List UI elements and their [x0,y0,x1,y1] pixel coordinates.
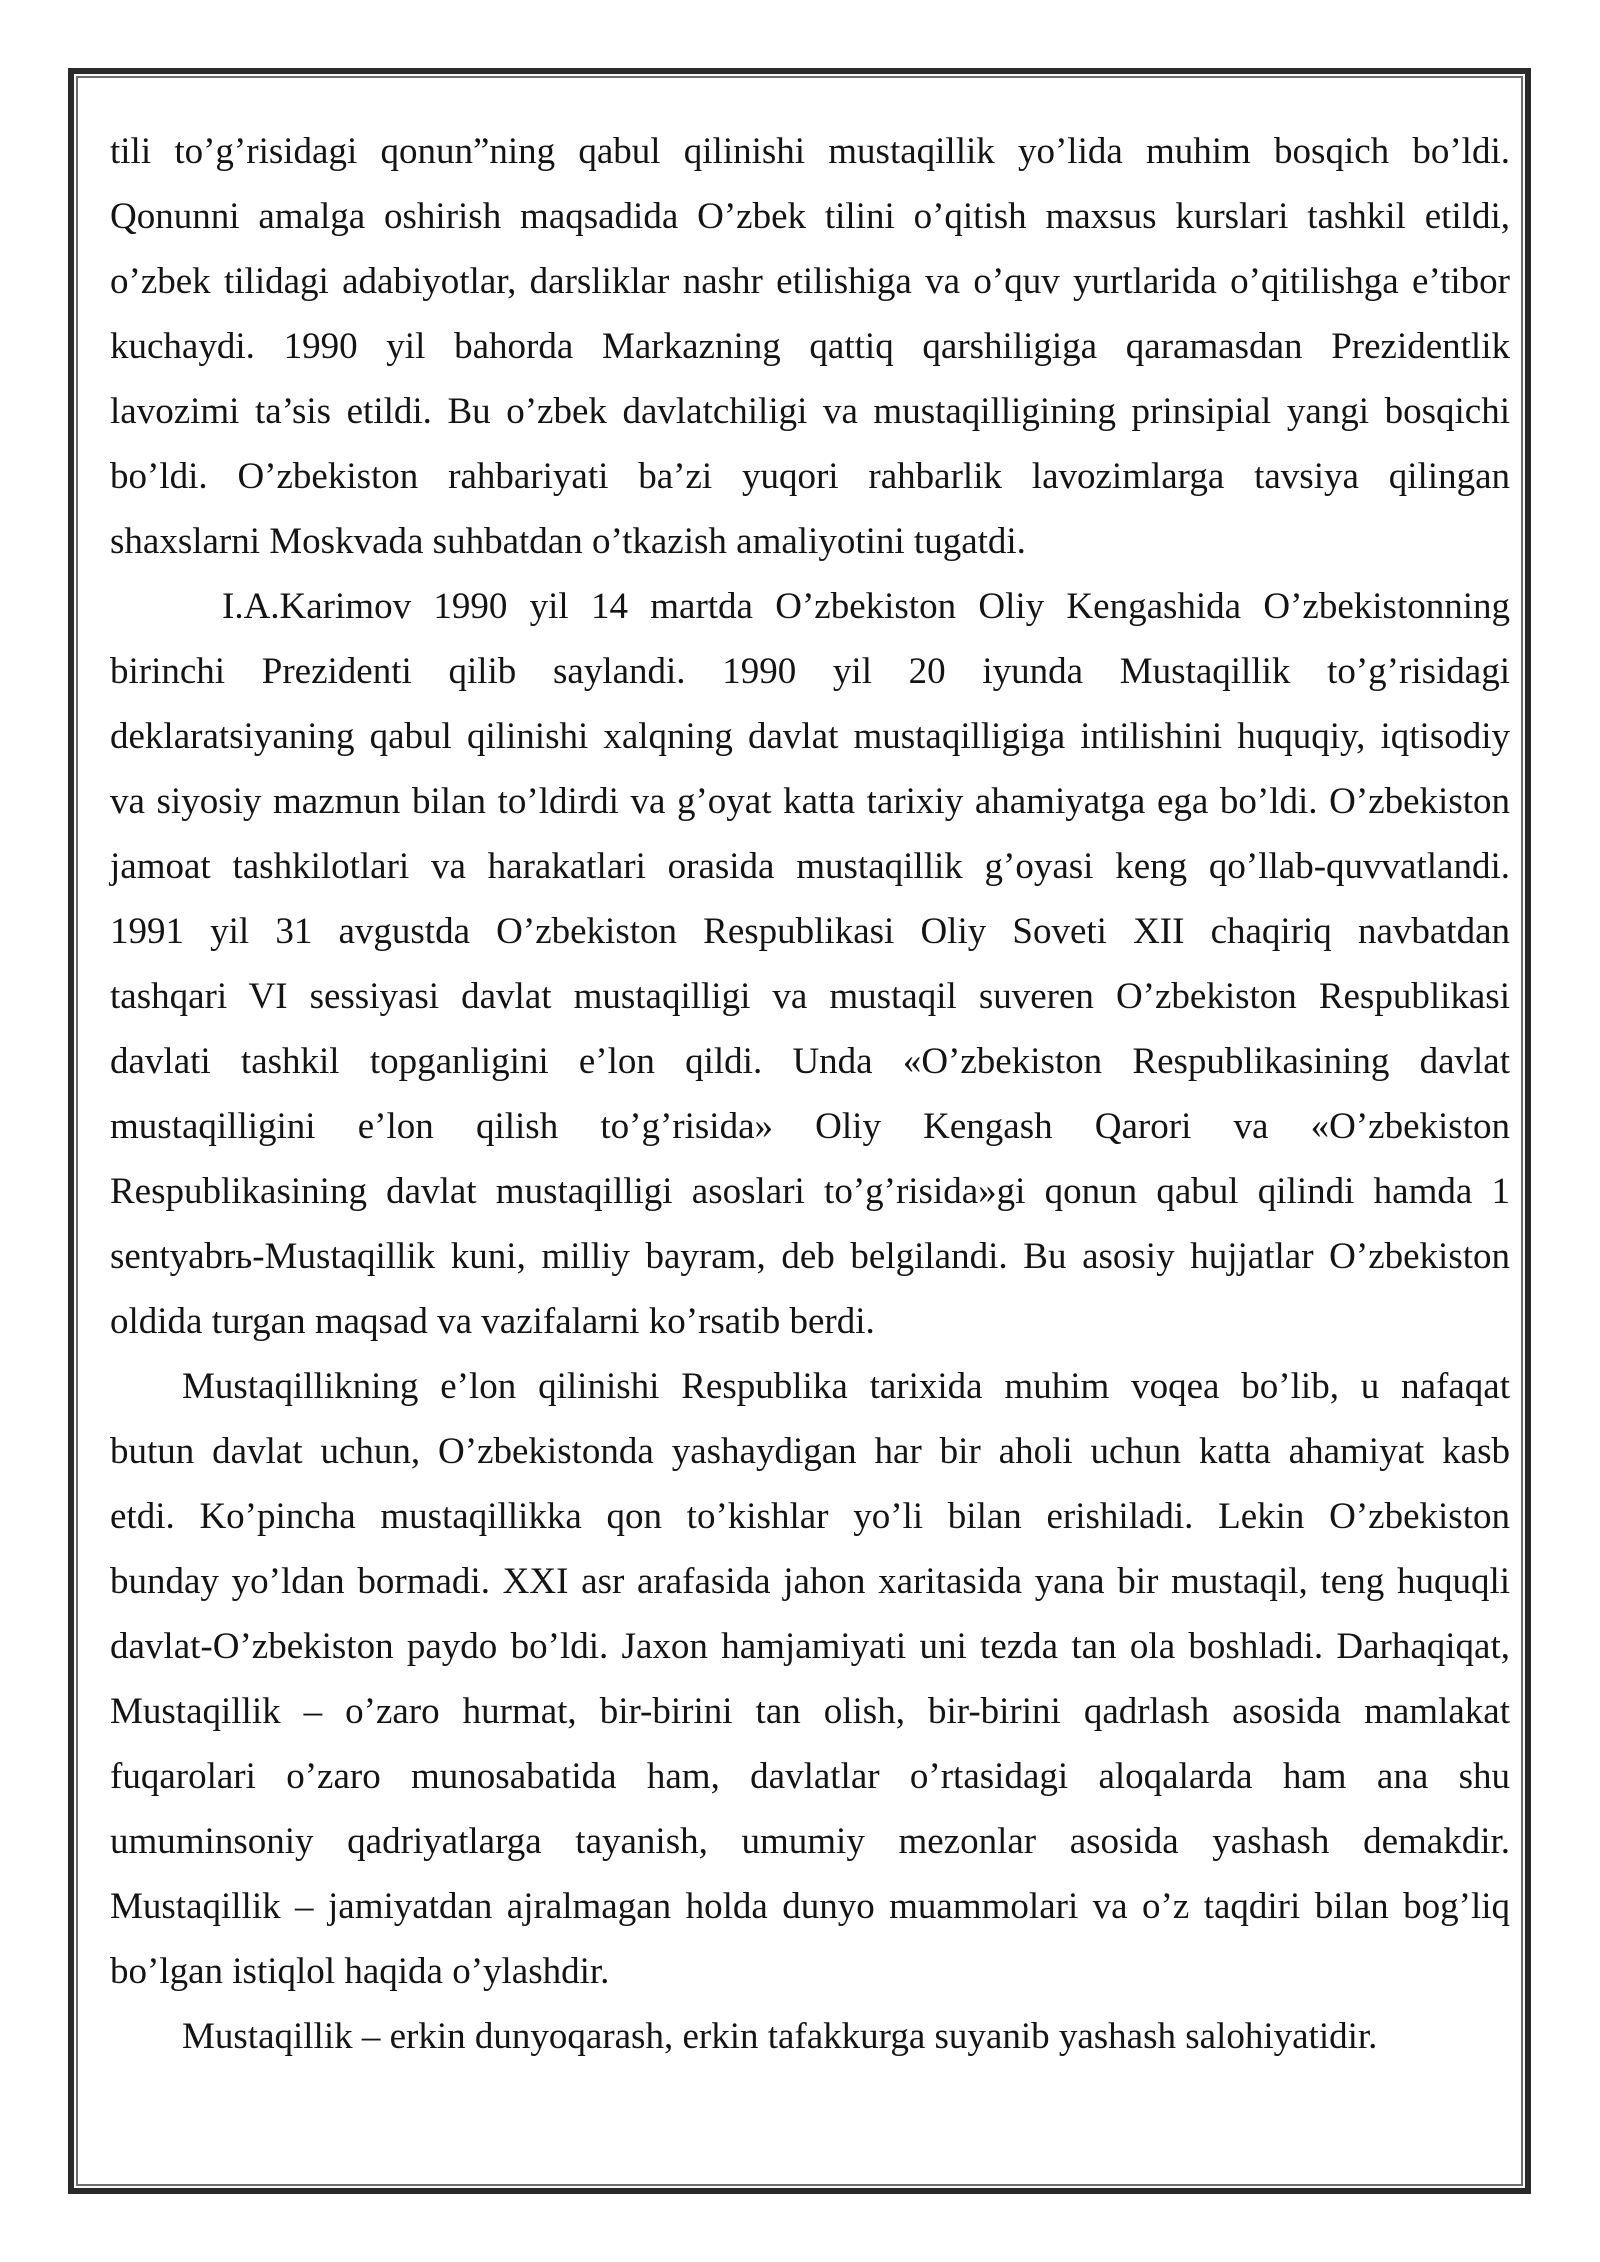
text-line: lavozimi ta’sis etildi. Bu o’zbek davlatchiligi va mustaqilligining prinsipial yangi bosqichi [110,391,1510,432]
text-line: deklaratsiyaning qabul qilinishi xalqning davlat mustaqilligiga intilishini huquqiy, iqtisodiy [110,716,1510,757]
text-line: tili to’g’risidagi qonun”ning qabul qilinishi mustaqillik yo’lida muhim bosqich bo’ldi. [110,131,1510,172]
paragraph [110,2004,1510,2069]
text-line: shaxslarni Moskvada suhbatdan o’tkazish amaliyotini tugatdi. [110,521,1026,562]
text-line: bunday yo’ldan bormadi. XXI asr arafasida jahon xaritasida yana bir mustaqil, teng huquqli [110,1561,1510,1602]
text-line: kuchaydi. 1990 yil bahorda Markazning qattiq qarshiligiga qaramasdan Prezidentlik [110,326,1510,367]
text-line: umuminsoniy qadriyatlarga tayanish, umumiy mezonlar asosida yashash demakdir. [110,1821,1510,1862]
text-line: davlati tashkil topganligini e’lon qildi. Unda «O’zbekiston Respublikasining davlat [110,1041,1510,1082]
text-line: Mustaqillikning e’lon qilinishi Respublika tarixida muhim voqea bo’lib, u nafaqat [182,1366,1510,1407]
text-line: Mustaqillik – jamiyatdan ajralmagan holda dunyo muammolari va o’z taqdiri bilan bog’liq [110,1886,1510,1927]
text-line: bo’ldi. O’zbekiston rahbariyati ba’zi yuqori rahbarlik lavozimlarga tavsiya qilingan [110,456,1510,497]
text-line: birinchi Prezidenti qilib saylandi. 1990 yil 20 iyunda Mustaqillik to’g’risidagi [110,651,1510,692]
text-line: o’zbek tilidagi adabiyotlar, darsliklar nashr etilishiga va o’quv yurtlarida o’qitilishga e’tibor [110,261,1510,302]
text-body [110,119,1510,2069]
text-line: va siyosiy mazmun bilan to’ldirdi va g’oyat katta tarixiy ahamiyatga ega bo’ldi. O’zbekiston [110,781,1510,822]
text-line: sentyabrь-Mustaqillik kuni, milliy bayram, deb belgilandi. Bu asosiy hujjatlar O’zbekiston [110,1236,1510,1277]
text-line: tashqari VI sessiyasi davlat mustaqilligi va mustaqil suveren O’zbekiston Respublikasi [110,976,1510,1017]
text-line: etdi. Ko’pincha mustaqillikka qon to’kishlar yo’li bilan erishiladi. Lekin O’zbekiston [110,1496,1510,1537]
text-line: Respublikasining davlat mustaqilligi asoslari to’g’risida»gi qonun qabul qilindi hamda 1 [110,1171,1510,1212]
text-line: bo’lgan istiqlol haqida o’ylashdir. [110,1951,610,1992]
text-line: I.A.Karimov 1990 yil 14 martda O’zbekiston Oliy Kengashida O’zbekistonning [222,586,1510,627]
text-line: butun davlat uchun, O’zbekistonda yashaydigan har bir aholi uchun katta ahamiyat kasb [110,1431,1510,1472]
text-line: davlat-O’zbekiston paydo bo’ldi. Jaxon hamjamiyati uni tezda tan ola boshladi. Darhaqiqat, [110,1626,1510,1667]
paragraph [110,119,1510,574]
text-line: jamoat tashkilotlari va harakatlari orasida mustaqillik g’oyasi keng qo’llab-quvvatlandi. [110,846,1510,887]
text-line: 1991 yil 31 avgustda O’zbekiston Respublikasi Oliy Soveti XII chaqiriq navbatdan [110,911,1510,952]
paragraph [110,1354,1510,2004]
text-line: Mustaqillik – o’zaro hurmat, bir-birini tan olish, bir-birini qadrlash asosida mamlakat [110,1691,1510,1732]
text-line: fuqarolari o’zaro munosabatida ham, davlatlar o’rtasidagi aloqalarda ham ana shu [110,1756,1510,1797]
text-line: oldida turgan maqsad va vazifalarni ko’rsatib berdi. [110,1301,875,1342]
text-line: Mustaqillik – erkin dunyoqarash, erkin tafakkurga suyanib yashash salohiyatidir. [182,2016,1378,2057]
text-line: Qonunni amalga oshirish maqsadida O’zbek tilini o’qitish maxsus kurslari tashkil etildi, [110,196,1510,237]
paragraph [110,574,1510,1354]
text-line: mustaqilligini e’lon qilish to’g’risida» Oliy Kengash Qarori va «O’zbekiston [110,1106,1510,1147]
